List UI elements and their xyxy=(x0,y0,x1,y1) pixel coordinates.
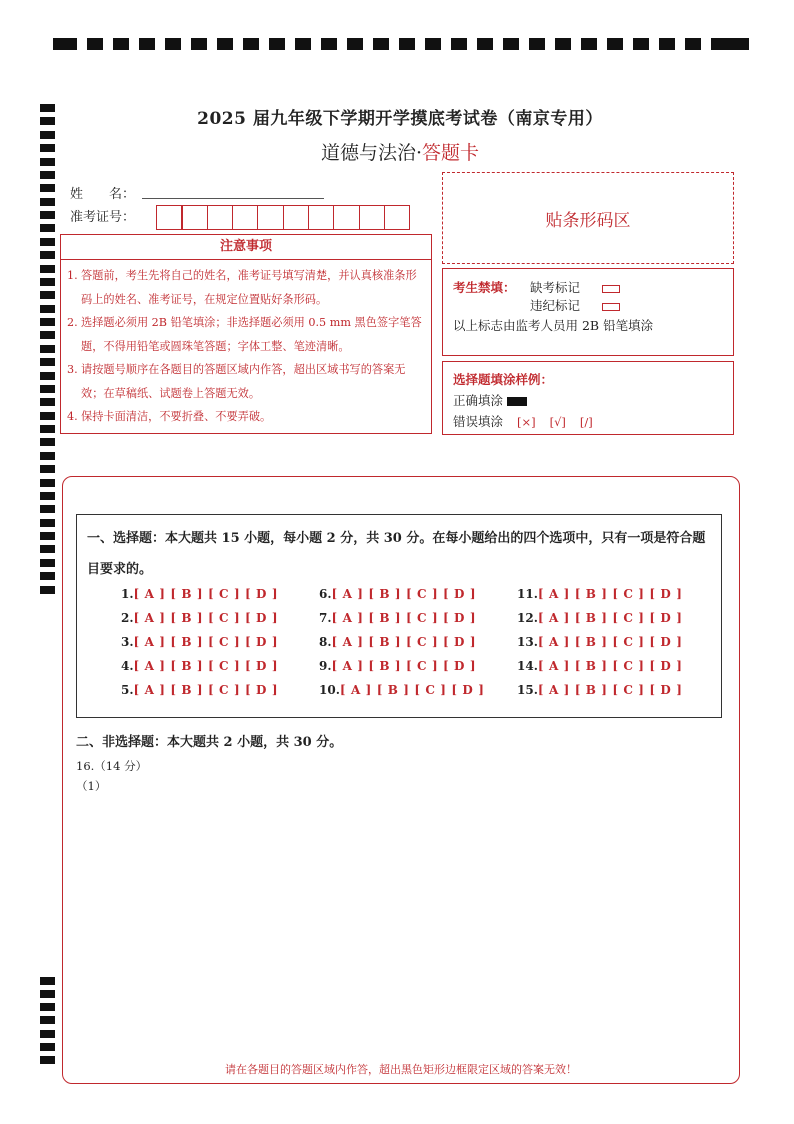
question-number: 6. xyxy=(319,587,332,601)
answer-bubbles[interactable]: [ A ] [ B ] [ C ] [ D ] xyxy=(537,683,683,697)
exam-id-label: 准考证号： xyxy=(70,210,136,225)
proctor-only-box xyxy=(442,268,734,356)
timing-mark xyxy=(40,1016,55,1024)
timing-mark xyxy=(53,38,77,50)
question-16-part-1: （1） xyxy=(76,779,107,793)
footer-warning: 请在各题目的答题区域内作答，超出黑色矩形边框限定区域的答案无效！ xyxy=(225,1063,577,1076)
timing-mark xyxy=(40,532,55,540)
timing-mark xyxy=(399,38,415,50)
timing-mark xyxy=(40,586,55,594)
timing-mark xyxy=(40,1030,55,1038)
timing-mark xyxy=(40,465,55,473)
filled-sample-mark xyxy=(507,397,527,406)
notice-item xyxy=(67,264,425,311)
timing-mark xyxy=(373,38,389,50)
timing-mark xyxy=(40,479,55,487)
question-number: 3. xyxy=(121,635,134,649)
question-number: 9. xyxy=(319,659,332,673)
timing-mark xyxy=(40,331,55,339)
id-digit-box[interactable] xyxy=(257,205,284,230)
notice-text: 保持卡面清洁，不要折叠、不要弄破。 xyxy=(81,410,272,423)
timing-mark xyxy=(477,38,493,50)
timing-mark xyxy=(40,198,55,206)
question-number: 7. xyxy=(319,611,332,625)
absent-mark-box[interactable] xyxy=(602,285,620,293)
timing-mark xyxy=(725,38,749,50)
timing-mark xyxy=(40,545,55,553)
choice-question xyxy=(517,611,682,625)
timing-mark xyxy=(40,438,55,446)
violation-mark-label: 违纪标记 xyxy=(530,298,581,313)
choice-question xyxy=(319,587,476,601)
timing-mark xyxy=(633,38,649,50)
choice-section xyxy=(76,514,722,718)
timing-mark xyxy=(165,38,181,50)
choice-question xyxy=(517,659,682,673)
choice-question xyxy=(319,683,484,697)
wrong-sample-mark: [√] xyxy=(549,415,566,429)
notice-item xyxy=(67,358,425,405)
choice-question xyxy=(517,683,682,697)
timing-mark xyxy=(40,1003,55,1011)
timing-mark xyxy=(451,38,467,50)
timing-mark xyxy=(87,38,103,50)
wrong-sample-mark: [×] xyxy=(517,415,536,429)
question-number: 15. xyxy=(517,683,538,697)
timing-mark xyxy=(659,38,675,50)
barcode-label: 贴条形码区 xyxy=(545,210,631,231)
id-digit-box[interactable] xyxy=(283,205,310,230)
question-16-label: 16.（14 分） xyxy=(76,759,148,773)
question-number: 5. xyxy=(121,683,134,697)
timing-mark xyxy=(40,171,55,179)
question-number: 14. xyxy=(517,659,538,673)
answer-bubbles[interactable]: [ A ] [ B ] [ C ] [ D ] xyxy=(537,635,683,649)
answer-bubbles[interactable]: [ A ] [ B ] [ C ] [ D ] xyxy=(339,683,485,697)
absent-mark-label: 缺考标记 xyxy=(530,280,581,295)
timing-mark xyxy=(40,238,55,246)
timing-mark xyxy=(503,38,519,50)
timing-mark xyxy=(40,358,55,366)
answer-bubbles[interactable]: [ A ] [ B ] [ C ] [ D ] xyxy=(331,611,477,625)
notice-text: 选择题必须用 2B 铅笔填涂；非选择题必须用 0.5 mm 黑色签字笔答题，不得用铅笔或圆珠笔答题；字体工整、笔迹清晰。 xyxy=(81,316,422,353)
choice-question xyxy=(121,635,278,649)
timing-mark xyxy=(40,224,55,232)
wrong-sample-mark: [/] xyxy=(579,415,593,429)
choice-question xyxy=(319,611,476,625)
answer-bubbles[interactable]: [ A ] [ B ] [ C ] [ D ] xyxy=(537,659,683,673)
timing-mark xyxy=(40,559,55,567)
timing-mark xyxy=(40,977,55,985)
exam-id-boxes[interactable] xyxy=(156,205,409,230)
answer-bubbles[interactable]: [ A ] [ B ] [ C ] [ D ] xyxy=(133,683,279,697)
timing-mark xyxy=(40,492,55,500)
answer-bubbles[interactable]: [ A ] [ B ] [ C ] [ D ] xyxy=(331,635,477,649)
question-number: 11. xyxy=(517,587,538,601)
question-number: 4. xyxy=(121,659,134,673)
id-digit-box[interactable] xyxy=(181,205,208,230)
answer-sheet-label: 答题卡 xyxy=(422,142,480,164)
notice-list xyxy=(61,260,431,429)
correct-fill-label: 正确填涂 xyxy=(453,393,504,408)
timing-mark xyxy=(40,372,55,380)
fill-sample-label: 选择题填涂样例： xyxy=(453,372,554,387)
answer-bubbles[interactable]: [ A ] [ B ] [ C ] [ D ] xyxy=(537,611,683,625)
choice-question xyxy=(121,611,278,625)
name-label: 姓 名： xyxy=(70,187,136,202)
timing-mark xyxy=(40,117,55,125)
top-timing-marks xyxy=(53,38,749,52)
answer-bubbles[interactable]: [ A ] [ B ] [ C ] [ D ] xyxy=(133,659,279,673)
notice-item xyxy=(67,311,425,358)
timing-mark xyxy=(139,38,155,50)
timing-mark xyxy=(40,519,55,527)
question-number: 1. xyxy=(121,587,134,601)
timing-mark xyxy=(40,318,55,326)
question-number: 10. xyxy=(319,683,340,697)
question-number: 12. xyxy=(517,611,538,625)
choice-question xyxy=(517,587,682,601)
id-digit-box[interactable] xyxy=(308,205,335,230)
timing-mark xyxy=(425,38,441,50)
section1-intro: 一、选择题：本大题共 15 小题，每小题 2 分，共 30 分。在每小题给出的四个选项中，只有一项是符合题目要求的。 xyxy=(87,531,706,577)
timing-mark xyxy=(40,990,55,998)
choice-question xyxy=(121,683,278,697)
choice-question xyxy=(319,659,476,673)
choice-question xyxy=(121,587,278,601)
name-field[interactable] xyxy=(142,198,324,199)
timing-mark xyxy=(40,305,55,313)
choice-question xyxy=(517,635,682,649)
answer-bubbles[interactable]: [ A ] [ B ] [ C ] [ D ] xyxy=(537,587,683,601)
timing-mark xyxy=(40,131,55,139)
question-number: 2. xyxy=(121,611,134,625)
timing-mark xyxy=(40,412,55,420)
correct-fill-row xyxy=(453,391,527,409)
timing-mark xyxy=(40,452,55,460)
notice-num: 1. xyxy=(67,269,78,282)
id-digit-box[interactable] xyxy=(207,205,234,230)
timing-mark xyxy=(321,38,337,50)
timing-mark xyxy=(217,38,233,50)
violation-mark-box[interactable] xyxy=(602,303,620,311)
timing-mark xyxy=(40,211,55,219)
answer-bubbles[interactable]: [ A ] [ B ] [ C ] [ D ] xyxy=(133,587,279,601)
notice-num: 2. xyxy=(67,316,78,329)
timing-mark xyxy=(191,38,207,50)
question-number: 13. xyxy=(517,635,538,649)
id-digit-box[interactable] xyxy=(359,205,386,230)
answer-bubbles[interactable]: [ A ] [ B ] [ C ] [ D ] xyxy=(331,659,477,673)
timing-mark xyxy=(40,184,55,192)
proctor-only-label: 考生禁填： xyxy=(453,280,516,295)
timing-mark xyxy=(243,38,259,50)
timing-mark xyxy=(40,385,55,393)
timing-mark xyxy=(40,1056,55,1064)
fill-sample-box xyxy=(442,361,734,435)
answer-bubbles[interactable]: [ A ] [ B ] [ C ] [ D ] xyxy=(133,635,279,649)
proctor-instruction: 以上标志由监考人员用 2B 铅笔填涂 xyxy=(453,318,654,333)
barcode-area xyxy=(442,172,734,264)
timing-mark xyxy=(529,38,545,50)
timing-mark xyxy=(40,158,55,166)
timing-mark xyxy=(113,38,129,50)
timing-mark xyxy=(40,505,55,513)
answer-bubbles[interactable]: [ A ] [ B ] [ C ] [ D ] xyxy=(133,611,279,625)
left-timing-marks-lower xyxy=(40,977,56,1069)
id-digit-box[interactable] xyxy=(333,205,360,230)
violation-mark-row xyxy=(530,296,620,314)
timing-mark xyxy=(40,425,55,433)
timing-mark xyxy=(40,398,55,406)
id-digit-box[interactable] xyxy=(232,205,259,230)
timing-mark xyxy=(607,38,623,50)
choice-question xyxy=(319,635,476,649)
answer-bubbles[interactable]: [ A ] [ B ] [ C ] [ D ] xyxy=(331,587,477,601)
exam-title: 2025 届九年级下学期开学摸底考试卷（南京专用） xyxy=(197,109,603,129)
timing-mark xyxy=(40,265,55,273)
timing-mark xyxy=(581,38,597,50)
timing-mark xyxy=(40,104,55,112)
timing-mark xyxy=(40,1043,55,1051)
timing-mark xyxy=(347,38,363,50)
left-timing-marks-upper xyxy=(40,104,56,599)
timing-mark xyxy=(555,38,571,50)
notice-text: 请按题号顺序在各题目的答题区域内作答，超出区域书写的答案无效；在草稿纸、试题卷上答题无效。 xyxy=(81,363,406,400)
absent-mark-row xyxy=(530,278,620,296)
subject-title xyxy=(200,138,600,165)
notice-num: 4. xyxy=(67,410,78,423)
notice-item xyxy=(67,405,425,429)
subject-name: 道德与法治· xyxy=(320,142,423,164)
timing-mark xyxy=(40,572,55,580)
section2-heading: 二、非选择题：本大题共 2 小题，共 30 分。 xyxy=(76,735,343,750)
timing-mark xyxy=(295,38,311,50)
timing-mark xyxy=(685,38,701,50)
notice-heading: 注意事项 xyxy=(61,235,431,260)
id-digit-box[interactable] xyxy=(156,205,183,230)
choice-question xyxy=(121,659,278,673)
timing-mark xyxy=(40,251,55,259)
timing-mark xyxy=(40,291,55,299)
notice-text: 答题前，考生先将自己的姓名，准考证号填写清楚，并认真核准条形码上的姓名、准考证号，在规定位置贴好条形码。 xyxy=(81,269,417,306)
timing-mark xyxy=(40,144,55,152)
timing-mark xyxy=(40,278,55,286)
wrong-fill-row xyxy=(453,412,593,430)
timing-mark xyxy=(40,345,55,353)
timing-mark xyxy=(269,38,285,50)
question-number: 8. xyxy=(319,635,332,649)
notice-box xyxy=(60,234,432,434)
wrong-fill-label: 错误填涂 xyxy=(453,414,504,429)
id-digit-box[interactable] xyxy=(384,205,411,230)
notice-num: 3. xyxy=(67,363,78,376)
